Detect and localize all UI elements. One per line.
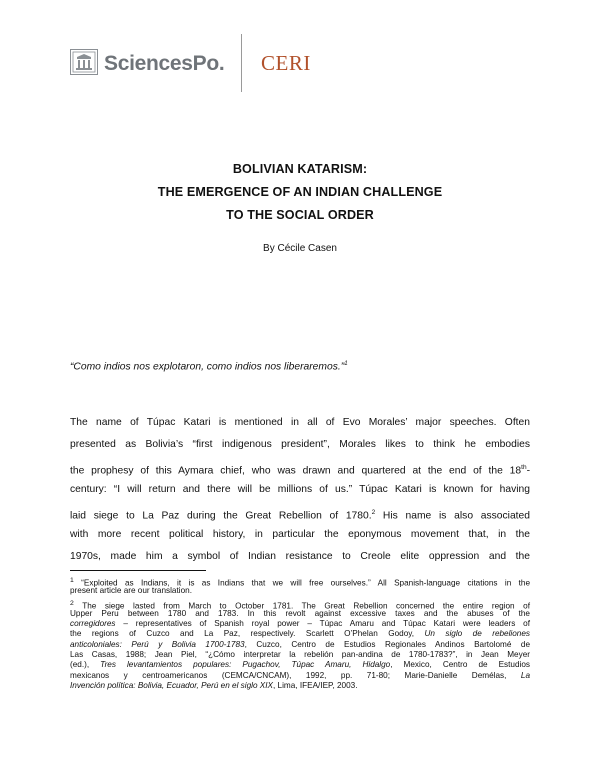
sciences-po-logo [104, 52, 224, 76]
title-line-2: THE EMERGENCE OF AN INDIAN CHALLENGE [157, 185, 443, 199]
footnote-2-line [70, 629, 530, 639]
logo-divider [241, 34, 242, 92]
ordinal-suffix: th [521, 463, 527, 471]
footnote-italic: corregidores [70, 619, 116, 629]
footnote-italic: anticoloniales: Perú y Bolivia 1700-1783 [70, 639, 245, 649]
footnotes [70, 576, 530, 691]
footnote-2-line [70, 671, 530, 681]
footnote-2-line [70, 681, 530, 691]
author-byline: By Cécile Casen [263, 243, 337, 254]
epigraph-footnote-marker[interactable]: 1 [344, 360, 348, 367]
body-line: with more recent political history, in particular the eponymous movement that, in the [70, 528, 530, 540]
brand-name-main: Sciences [104, 52, 193, 75]
footnote-text: (ed.), [70, 660, 101, 670]
title-line-1: BOLIVIAN KATARISM: [232, 162, 368, 176]
epigraph-text: “Como indios nos explotaron, como indios nos liberaremos.” [70, 361, 345, 373]
footnote-2-line: Upper Peru between 1780 and 1783. In this revolt against excessive taxes and the abuses of the [70, 608, 530, 618]
footnote-italic: La [520, 670, 530, 680]
footnote-text: the regions of Cuzco and La Paz, respectively. Scarlett O’Phelan Godoy, [70, 629, 425, 639]
footnote-marker-2[interactable]: 2 [371, 508, 376, 516]
title-line-3: TO THE SOCIAL ORDER [226, 208, 374, 222]
body-line-text: His name is also associated [375, 509, 530, 521]
footnote-1-line: present article are our translation. [70, 586, 192, 596]
body-line: The name of Túpac Katari is mentioned in all of Evo Morales’ major speeches. Often [70, 417, 530, 428]
footnote-text: , Cuzco, Centro de Estudios Regionales Andinos Bartolomé de [244, 639, 530, 649]
footnote-italic: Un siglo de rebeliones [424, 629, 530, 639]
body-line-text: laid siege to La Paz during the Great Rebellion of 1780. [70, 509, 372, 521]
footnote-2-mark: 2 [70, 599, 74, 607]
footnote-1-line [70, 576, 530, 586]
brand-name-suffix: Po. [192, 52, 225, 75]
body-line: century: “I will return and there will be millions of us.” Túpac Katari is known for having [70, 484, 530, 496]
body-paragraph [70, 416, 530, 573]
header-logos [70, 34, 370, 92]
footnote-text: – representatives of Spanish royal power – Túpac Amaru and Túpac Katari were leaders of [115, 619, 530, 629]
ceri-logo: CERI [261, 51, 311, 75]
hyphen: - [526, 465, 530, 477]
footnote-italic: Invención política: Bolivia, Ecuador, Perú en el siglo XIX [70, 680, 273, 690]
footnote-text: , Lima, IFEA/IEP, 2003. [272, 680, 358, 690]
epigraph [70, 360, 348, 372]
body-line: presented as Bolivia’s “first indigenous president”, Morales likes to think he embodies [70, 439, 530, 451]
footnote-1-mark: 1 [70, 577, 74, 584]
footnote-text: The siege lasted from March to October 1781. The Great Rebellion concerned the entire region of [73, 601, 530, 611]
sciences-po-emblem-icon [70, 49, 98, 75]
footnote-2-line [70, 660, 530, 670]
body-line [70, 461, 530, 483]
footnote-2-line [70, 640, 530, 650]
body-line [70, 506, 530, 528]
footnote-text: mexicanos y centroamericanos (CEMCA/CNCAM), 1992, pp. 71-80; Marie-Danielle Demélas, [70, 670, 521, 680]
footnote-2-line [70, 599, 530, 609]
footnote-text: , Mexico, Centro de Estudios [390, 660, 530, 670]
body-line-text: the prophesy of this Aymara chief, who was drawn and quartered at the end of the 18 [70, 465, 522, 477]
footnote-2-line [70, 619, 530, 629]
footnote-text: “Exploited as Indians, it is as Indians that we will free ourselves.” All Spanish-language citations in the [73, 578, 530, 588]
footnote-italic: Tres levantamientos populares: Pugachov, Túpac Amaru, Hidalgo [100, 660, 391, 670]
footnote-separator [70, 570, 206, 571]
footnote-2-line: Las Casas, 1988; Jean Piel, “¿Cómo interpretar la rebelión pan-andina de 1780-1783?”, in Jean Meyer [70, 650, 530, 660]
body-line: 1970s, made him a symbol of Indian resistance to Creole elite oppression and the [70, 551, 530, 563]
